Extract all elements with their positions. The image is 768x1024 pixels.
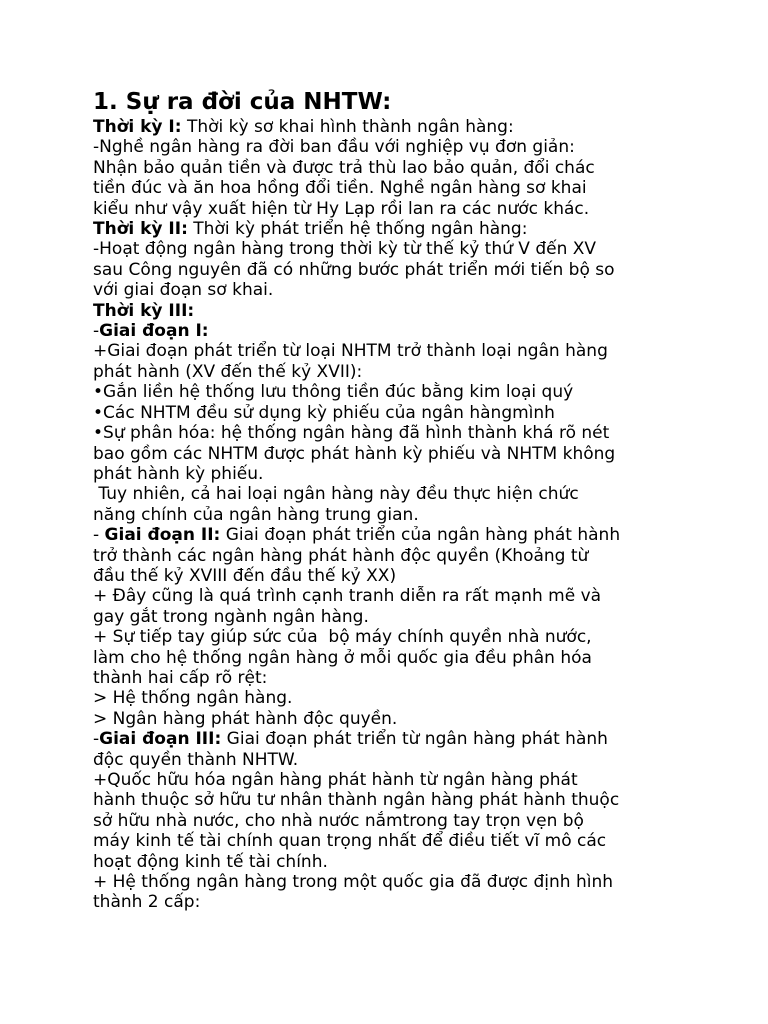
line-text: Giai đoạn phát triển của ngân hàng phát hành — [220, 525, 621, 546]
text-line — [93, 831, 683, 851]
text-line — [93, 770, 683, 790]
line-text: + Hệ thống ngân hàng trong một quốc gia đã được định hình — [93, 872, 614, 893]
line-text: Thời kỳ sơ khai hình thành ngân hàng: — [181, 117, 514, 137]
line-text: Giai đoạn phát triển từ ngân hàng phát hành — [221, 729, 608, 750]
text-line — [93, 423, 683, 443]
text-line — [93, 280, 683, 300]
text-line — [93, 117, 683, 137]
line-text: hành thuộc sở hữu tư nhân thành ngân hàng phát hành thuộc — [93, 790, 620, 811]
text-line — [93, 852, 683, 872]
text-line — [93, 301, 683, 321]
line-text: kiểu như vậy xuất hiện từ Hy Lạp rồi lan ra các nước khác. — [93, 198, 590, 219]
text-line — [93, 709, 683, 729]
text-line — [93, 892, 683, 912]
text-line — [93, 444, 683, 464]
text-line — [93, 811, 683, 831]
document-body — [93, 86, 683, 913]
text-line — [93, 260, 683, 280]
line-text: với giai đoạn sơ khai. — [93, 280, 274, 301]
line-text: hoạt động kinh tế tài chính. — [93, 851, 328, 872]
line-text: > Hệ thống ngân hàng. — [93, 688, 293, 709]
line-text: +Giai đoạn phát triển từ loại NHTM trở thành loại ngân hàng — [93, 341, 608, 362]
text-line — [93, 525, 683, 545]
text-line — [93, 158, 683, 178]
text-line — [93, 750, 683, 770]
text-line — [93, 403, 683, 423]
section-heading: 1. Sự ra đời của NHTW: — [93, 89, 392, 115]
text-line — [93, 546, 683, 566]
text-line — [93, 872, 683, 892]
line-text: Tuy nhiên, cả hai loại ngân hàng này đều thực hiện chức — [93, 484, 579, 505]
text-line — [93, 688, 683, 708]
line-text: sau Công nguyên đã có những bước phát triển mới tiến bộ so — [93, 259, 615, 280]
text-line — [93, 239, 683, 259]
line-text: - — [93, 321, 100, 342]
text-line — [93, 464, 683, 484]
text-line — [93, 178, 683, 198]
bold-label: Giai đoạn III: — [99, 729, 222, 750]
line-text: > Ngân hàng phát hành độc quyền. — [93, 708, 398, 729]
line-text: trở thành các ngân hàng phát hành độc quyền (Khoảng từ — [93, 545, 589, 566]
line-text: thành 2 cấp: — [93, 892, 201, 913]
line-text: tiền đúc và ăn hoa hồng đổi tiền. Nghề ngân hàng sơ khai — [93, 178, 587, 199]
text-line — [93, 729, 683, 749]
line-text: bao gồm các NHTM được phát hành kỳ phiếu và NHTM không — [93, 443, 616, 464]
line-text: •Gắn liền hệ thống lưu thông tiền đúc bằng kim loại quý — [93, 382, 574, 403]
text-line — [93, 505, 683, 525]
line-text: +Quốc hữu hóa ngân hàng phát hành từ ngân hàng phát — [93, 770, 578, 790]
text-line — [93, 566, 683, 586]
line-text: Nhận bảo quản tiền và được trả thù lao bảo quản, đổi chác — [93, 157, 595, 178]
line-text: năng chính của ngân hàng trung gian. — [93, 504, 419, 525]
text-line — [93, 137, 683, 157]
text-line — [93, 790, 683, 810]
line-text: - — [93, 525, 105, 546]
text-line — [93, 382, 683, 402]
line-text: thành hai cấp rõ rệt: — [93, 667, 268, 688]
text-line — [93, 607, 683, 627]
text-line — [93, 648, 683, 668]
line-text: độc quyền thành NHTW. — [93, 749, 299, 770]
text-line — [93, 321, 683, 341]
line-text: phát hành (XV đến thế kỷ XVII): — [93, 361, 363, 382]
text-line — [93, 199, 683, 219]
text-line — [93, 586, 683, 606]
line-text: •Các NHTM đều sử dụng kỳ phiếu của ngân hàngmình — [93, 402, 555, 423]
bold-label: Giai đoạn II: — [104, 525, 221, 546]
text-line — [93, 668, 683, 688]
text-line — [93, 362, 683, 382]
line-text: đầu thế kỷ XVIII đến đầu thế kỷ XX) — [93, 565, 397, 586]
bold-label: Thời kỳ II: — [93, 219, 188, 240]
text-line — [93, 484, 683, 504]
line-text: -Hoạt động ngân hàng trong thời kỳ từ thế kỷ thứ V đến XV — [93, 239, 597, 260]
line-text: gay gắt trong ngành ngân hàng. — [93, 606, 369, 627]
line-text: + Sự tiếp tay giúp sức của bộ máy chính quyền nhà nước, — [93, 627, 592, 648]
line-text: máy kinh tế tài chính quan trọng nhất để điều tiết vĩ mô các — [93, 831, 607, 852]
line-text: -Nghề ngân hàng ra đời ban đầu với nghiệp vụ đơn giản: — [93, 137, 575, 158]
bold-label: Thời kỳ III: — [93, 300, 195, 321]
text-line — [93, 219, 683, 239]
text-line — [93, 341, 683, 361]
line-text: •Sự phân hóa: hệ thống ngân hàng đã hình thành khá rõ nét — [93, 423, 610, 444]
line-text: - — [93, 729, 100, 750]
line-text: Thời kỳ phát triển hệ thống ngân hàng: — [187, 219, 528, 240]
line-text: phát hành kỳ phiếu. — [93, 463, 264, 484]
line-text: làm cho hệ thống ngân hàng ở mỗi quốc gia đều phân hóa — [93, 647, 592, 668]
bold-label: Giai đoạn I: — [99, 321, 209, 342]
paragraph-lines — [93, 117, 683, 913]
bold-label: Thời kỳ I: — [93, 117, 182, 137]
line-text: sở hữu nhà nước, cho nhà nước nắmtrong tay trọn vẹn bộ — [93, 810, 584, 831]
line-text: + Đây cũng là quá trình cạnh tranh diễn ra rất mạnh mẽ và — [93, 586, 602, 607]
text-line — [93, 627, 683, 647]
